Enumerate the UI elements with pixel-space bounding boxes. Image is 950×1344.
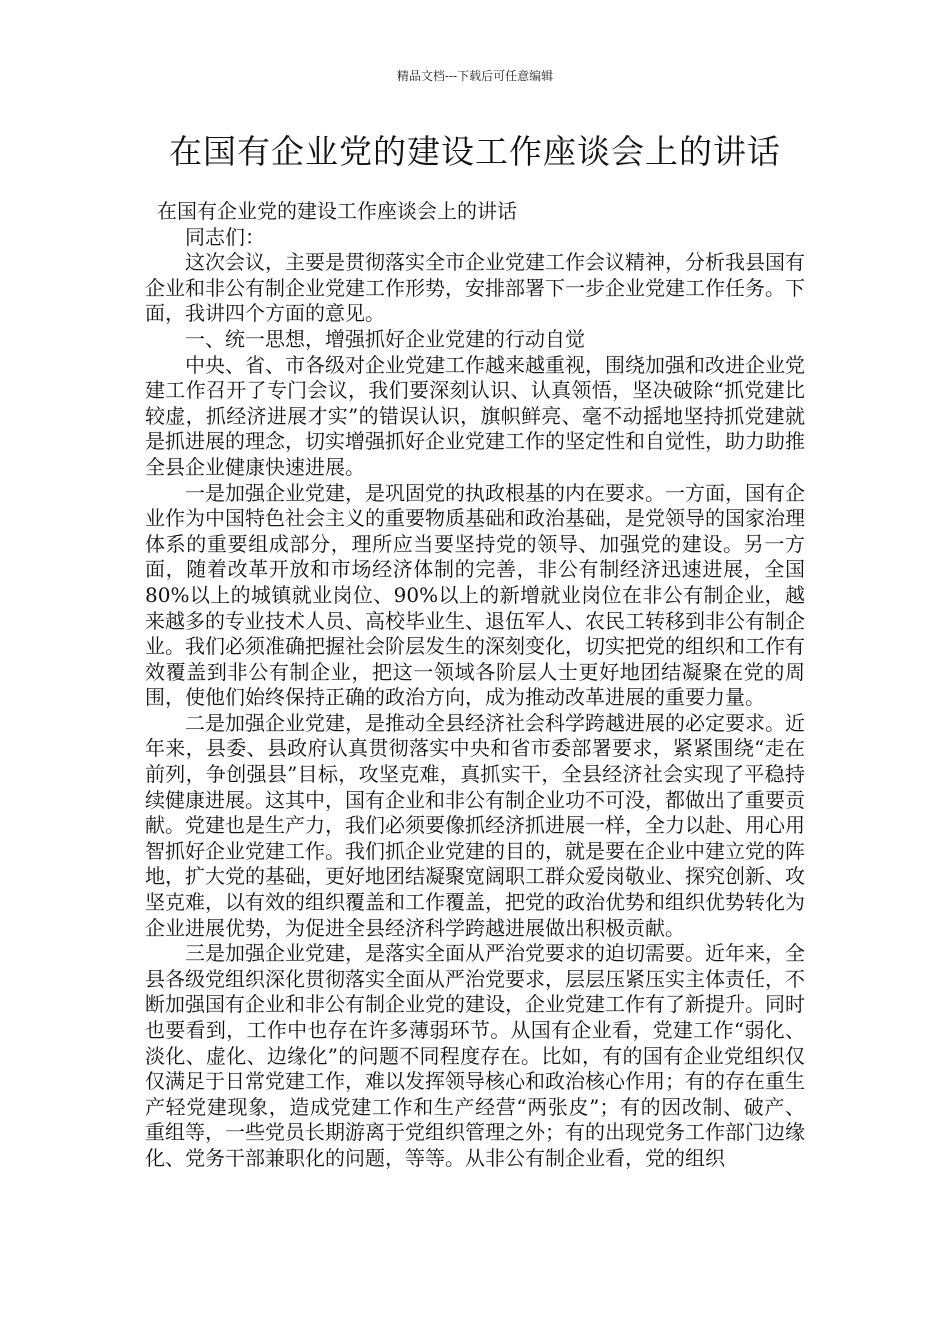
paragraph: 二是加强企业党建，是推动全县经济社会科学跨越进展的必定要求。近年来，县委、县政府认真贯彻落实中央和省市委部署要求，紧紧围绕“走在前列，争创强县”目标，攻坚克难，真抓实干，全县经济社会实现了平稳持续健康进展。这其中，国有企业和非公有制企业功不可没，都做出了重要贡献。党建也是生产力，我们必须要像抓经济抓进展一样，全力以赴、用心用智抓好企业党建工作。我们抓企业党建的目的，就是要在企业中建立党的阵地，扩大党的基础，更好地团结凝聚宽阔职工群众爱岗敬业、探究创新、攻坚克难，以有效的组织覆盖和工作覆盖，把党的政治优势和组织优势转化为企业进展优势，为促进全县经济科学跨越进展做出积极贡献。 — [145, 710, 805, 940]
document-title: 在国有企业党的建设工作座谈会上的讲话 — [169, 132, 781, 171]
document-body — [145, 199, 805, 1172]
salutation: 同志们： — [185, 224, 265, 249]
paragraph: 三是加强企业党建，是落实全面从严治党要求的迫切需要。近年来，全县各级党组织深化贯彻落实全面从严治党要求，层层压紧压实主体责任，不断加强国有企业和非公有制企业党的建设，企业党建工作有了新提升。同时也要看到，工作中也存在许多薄弱环节。从国有企业看，党建工作“弱化、淡化、虚化、边缘化”的问题不同程度存在。比如，有的国有企业党组织仅仅满足于日常党建工作，难以发挥领导核心和政治核心作用；有的存在重生产轻党建现象，造成党建工作和生产经营“两张皮”；有的因改制、破产、重组等，一些党员长期游离于党组织管理之外；有的出现党务工作部门边缘化、党务干部兼职化的问题，等等。从非公有制企业看，党的组织 — [145, 941, 805, 1170]
paragraph: 一是加强企业党建，是巩固党的执政根基的内在要求。一方面，国有企业作为中国特色社会主义的重要物质基础和政治基础，是党领导的国家治理体系的重要组成部分，理所应当要坚持党的领导、加强党的建设。另一方面，随着改革开放和市场经济体制的完善，非公有制经济迅速进展，全国80%以上的城镇就业岗位、90%以上的新增就业岗位在非公有制企业，越来越多的专业技术人员、高校毕业生、退伍军人、农民工转移到非公有制企业。我们必须准确把握社会阶层发生的深刻变化，切实把党的组织和工作有效覆盖到非公有制企业，把这一领域各阶层人士更好地团结凝聚在党的周围，使他们始终保持正确的政治方向，成为推动改革进展的重要力量。 — [145, 480, 805, 710]
document-subtitle: 在国有企业党的建设工作座谈会上的讲话 — [157, 199, 517, 223]
paragraph-intro: 这次会议，主要是贯彻落实全市企业党建工作会议精神，分析我县国有企业和非公有制企业党建工作形势，安排部署下一步企业党建工作任务。下面，我讲四个方面的意见。 — [145, 250, 805, 326]
section-heading-1: 一、统一思想，增强抓好企业党建的行动自觉 — [185, 326, 585, 351]
header-note: 精品文档---下载后可任意编辑 — [396, 69, 554, 83]
paragraph: 中央、省、市各级对企业党建工作越来越重视，围绕加强和改进企业党建工作召开了专门会议，我们要深刻认识、认真领悟，坚决破除“抓党建比较虚，抓经济进展才实”的错误认识，旗帜鲜亮、毫不动摇地坚持抓党建就是抓进展的理念，切实增强抓好企业党建工作的坚定性和自觉性，助力助推全县企业健康快速进展。 — [145, 352, 805, 479]
